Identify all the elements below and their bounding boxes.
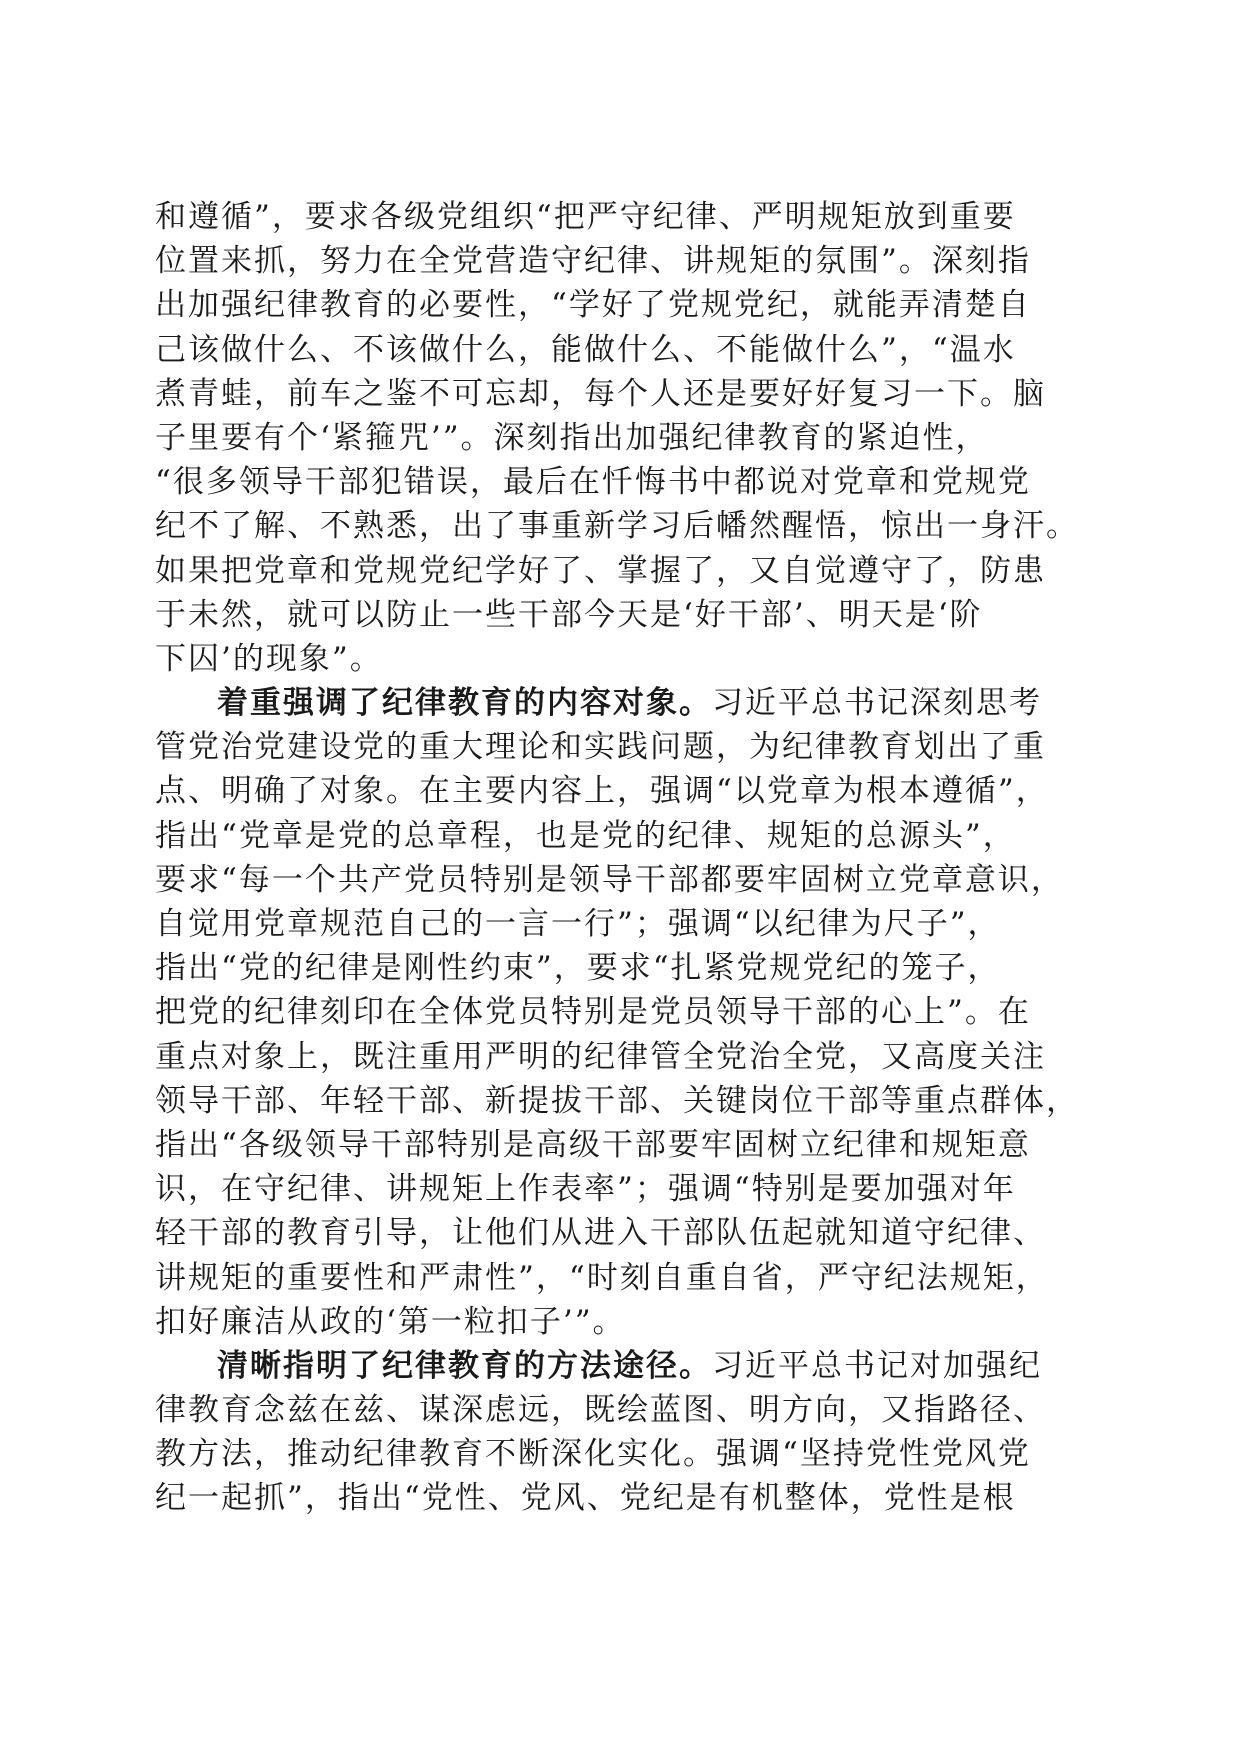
line-text: 重点对象上，既注重用严明的纪律管全党治全党，又高度关注 bbox=[155, 1038, 1046, 1075]
text-line bbox=[155, 1123, 1085, 1167]
text-line bbox=[155, 1432, 1085, 1476]
text-line bbox=[155, 504, 1085, 548]
text-line bbox=[155, 549, 1085, 593]
text-line bbox=[155, 239, 1085, 283]
line-text: 下囚’的现象”。 bbox=[155, 640, 383, 677]
text-line bbox=[155, 283, 1085, 327]
line-text: “很多领导干部犯错误，最后在忏悔书中都说对党章和党规党 bbox=[155, 464, 1031, 501]
line-text: 纪一起抓”，指出“党性、党风、党纪是有机整体，党性是根 bbox=[155, 1480, 1016, 1517]
line-text: 指出“各级领导干部特别是高级干部要牢固树立纪律和规矩意 bbox=[155, 1126, 1031, 1163]
text-line bbox=[155, 1388, 1085, 1432]
text-line bbox=[155, 858, 1085, 902]
text-line bbox=[155, 1035, 1085, 1079]
text-line bbox=[155, 593, 1085, 637]
body-text bbox=[155, 195, 1085, 1521]
line-text: 习近平总书记对加强纪 bbox=[712, 1347, 1042, 1384]
line-text: 纪不了解、不熟悉，出了事重新学习后幡然醒悟，惊出一身汗。 bbox=[155, 508, 1079, 545]
line-text: 扣好廉洁从政的‘第一粒扣子’”。 bbox=[155, 1303, 626, 1340]
text-line bbox=[155, 416, 1085, 460]
line-text: 识，在守纪律、讲规矩上作表率”；强调“特别是要加强对年 bbox=[155, 1171, 1016, 1208]
text-line bbox=[155, 1211, 1085, 1255]
line-text: 管党治党建设党的重大理论和实践问题，为纪律教育划出了重 bbox=[155, 729, 1046, 766]
text-line bbox=[155, 769, 1085, 813]
line-text: 领导干部、年轻干部、新提拔干部、关键岗位干部等重点群体， bbox=[155, 1082, 1079, 1119]
text-line bbox=[155, 460, 1085, 504]
line-text: 位置来抓，努力在全党营造守纪律、讲规矩的氛围”。深刻指 bbox=[155, 243, 1031, 280]
line-text: 如果把党章和党规党纪学好了、掌握了，又自觉遵守了，防患 bbox=[155, 552, 1046, 589]
line-text: 己该做什么、不该做什么，能做什么、不能做什么”，“温水 bbox=[155, 331, 1016, 368]
line-text: 出加强纪律教育的必要性，“学好了党规党纪，就能弄清楚自 bbox=[155, 287, 1031, 324]
line-text: 指出“党章是党的总章程，也是党的纪律、规矩的总源头”， bbox=[155, 817, 1016, 854]
line-text: 讲规矩的重要性和严肃性”，“时刻自重自省，严守纪法规矩， bbox=[155, 1259, 1049, 1296]
text-line bbox=[155, 814, 1085, 858]
line-text: 和遵循”，要求各级党组织“把严守纪律、严明规矩放到重要 bbox=[155, 199, 1016, 235]
line-text: 指出“党的纪律是刚性约束”，要求“扎紧党规党纪的笼子， bbox=[155, 950, 1001, 987]
line-text: 煮青蛙，前车之鉴不可忘却，每个人还是要好好复习一下。脑 bbox=[155, 375, 1046, 412]
line-text: 教方法，推动纪律教育不断深化实化。强调“坚持党性党风党 bbox=[155, 1436, 1031, 1473]
text-line bbox=[155, 1300, 1085, 1344]
text-line bbox=[155, 946, 1085, 990]
text-line bbox=[155, 990, 1085, 1034]
line-text: 轻干部的教育引导，让他们从进入干部队伍起就知道守纪律、 bbox=[155, 1215, 1046, 1252]
text-line bbox=[155, 637, 1085, 681]
line-text: 于未然，就可以防止一些干部今天是‘好干部’、明天是‘阶 bbox=[155, 596, 983, 633]
text-line bbox=[155, 1344, 1085, 1388]
line-text: 自觉用党章规范自己的一言一行”；强调“以纪律为尺子”， bbox=[155, 906, 1001, 942]
line-text: 点、明确了对象。在主要内容上，强调“以党章为根本遵循”， bbox=[155, 773, 1049, 810]
text-line bbox=[155, 1079, 1085, 1123]
line-text: 律教育念兹在兹、谋深虑远，既绘蓝图、明方向，又指路径、 bbox=[155, 1392, 1046, 1429]
text-line bbox=[155, 725, 1085, 769]
paragraph-heading: 着重强调了纪律教育的内容对象。 bbox=[217, 685, 712, 722]
paragraph-heading: 清晰指明了纪律教育的方法途径。 bbox=[217, 1347, 712, 1384]
text-line bbox=[155, 372, 1085, 416]
text-line bbox=[155, 195, 1085, 239]
line-text: 要求“每一个共产党员特别是领导干部都要牢固树立党章意识， bbox=[155, 861, 1064, 898]
text-line bbox=[155, 902, 1085, 946]
text-line bbox=[155, 681, 1085, 725]
line-text: 把党的纪律刻印在全体党员特别是党员领导干部的心上”。在 bbox=[155, 994, 1031, 1031]
text-line bbox=[155, 1256, 1085, 1300]
line-text: 习近平总书记深刻思考 bbox=[712, 685, 1042, 722]
line-text: 子里要有个‘紧箍咒’”。深刻指出加强纪律教育的紧迫性， bbox=[155, 419, 989, 456]
text-line bbox=[155, 1476, 1085, 1520]
text-line bbox=[155, 328, 1085, 372]
text-line bbox=[155, 1167, 1085, 1211]
